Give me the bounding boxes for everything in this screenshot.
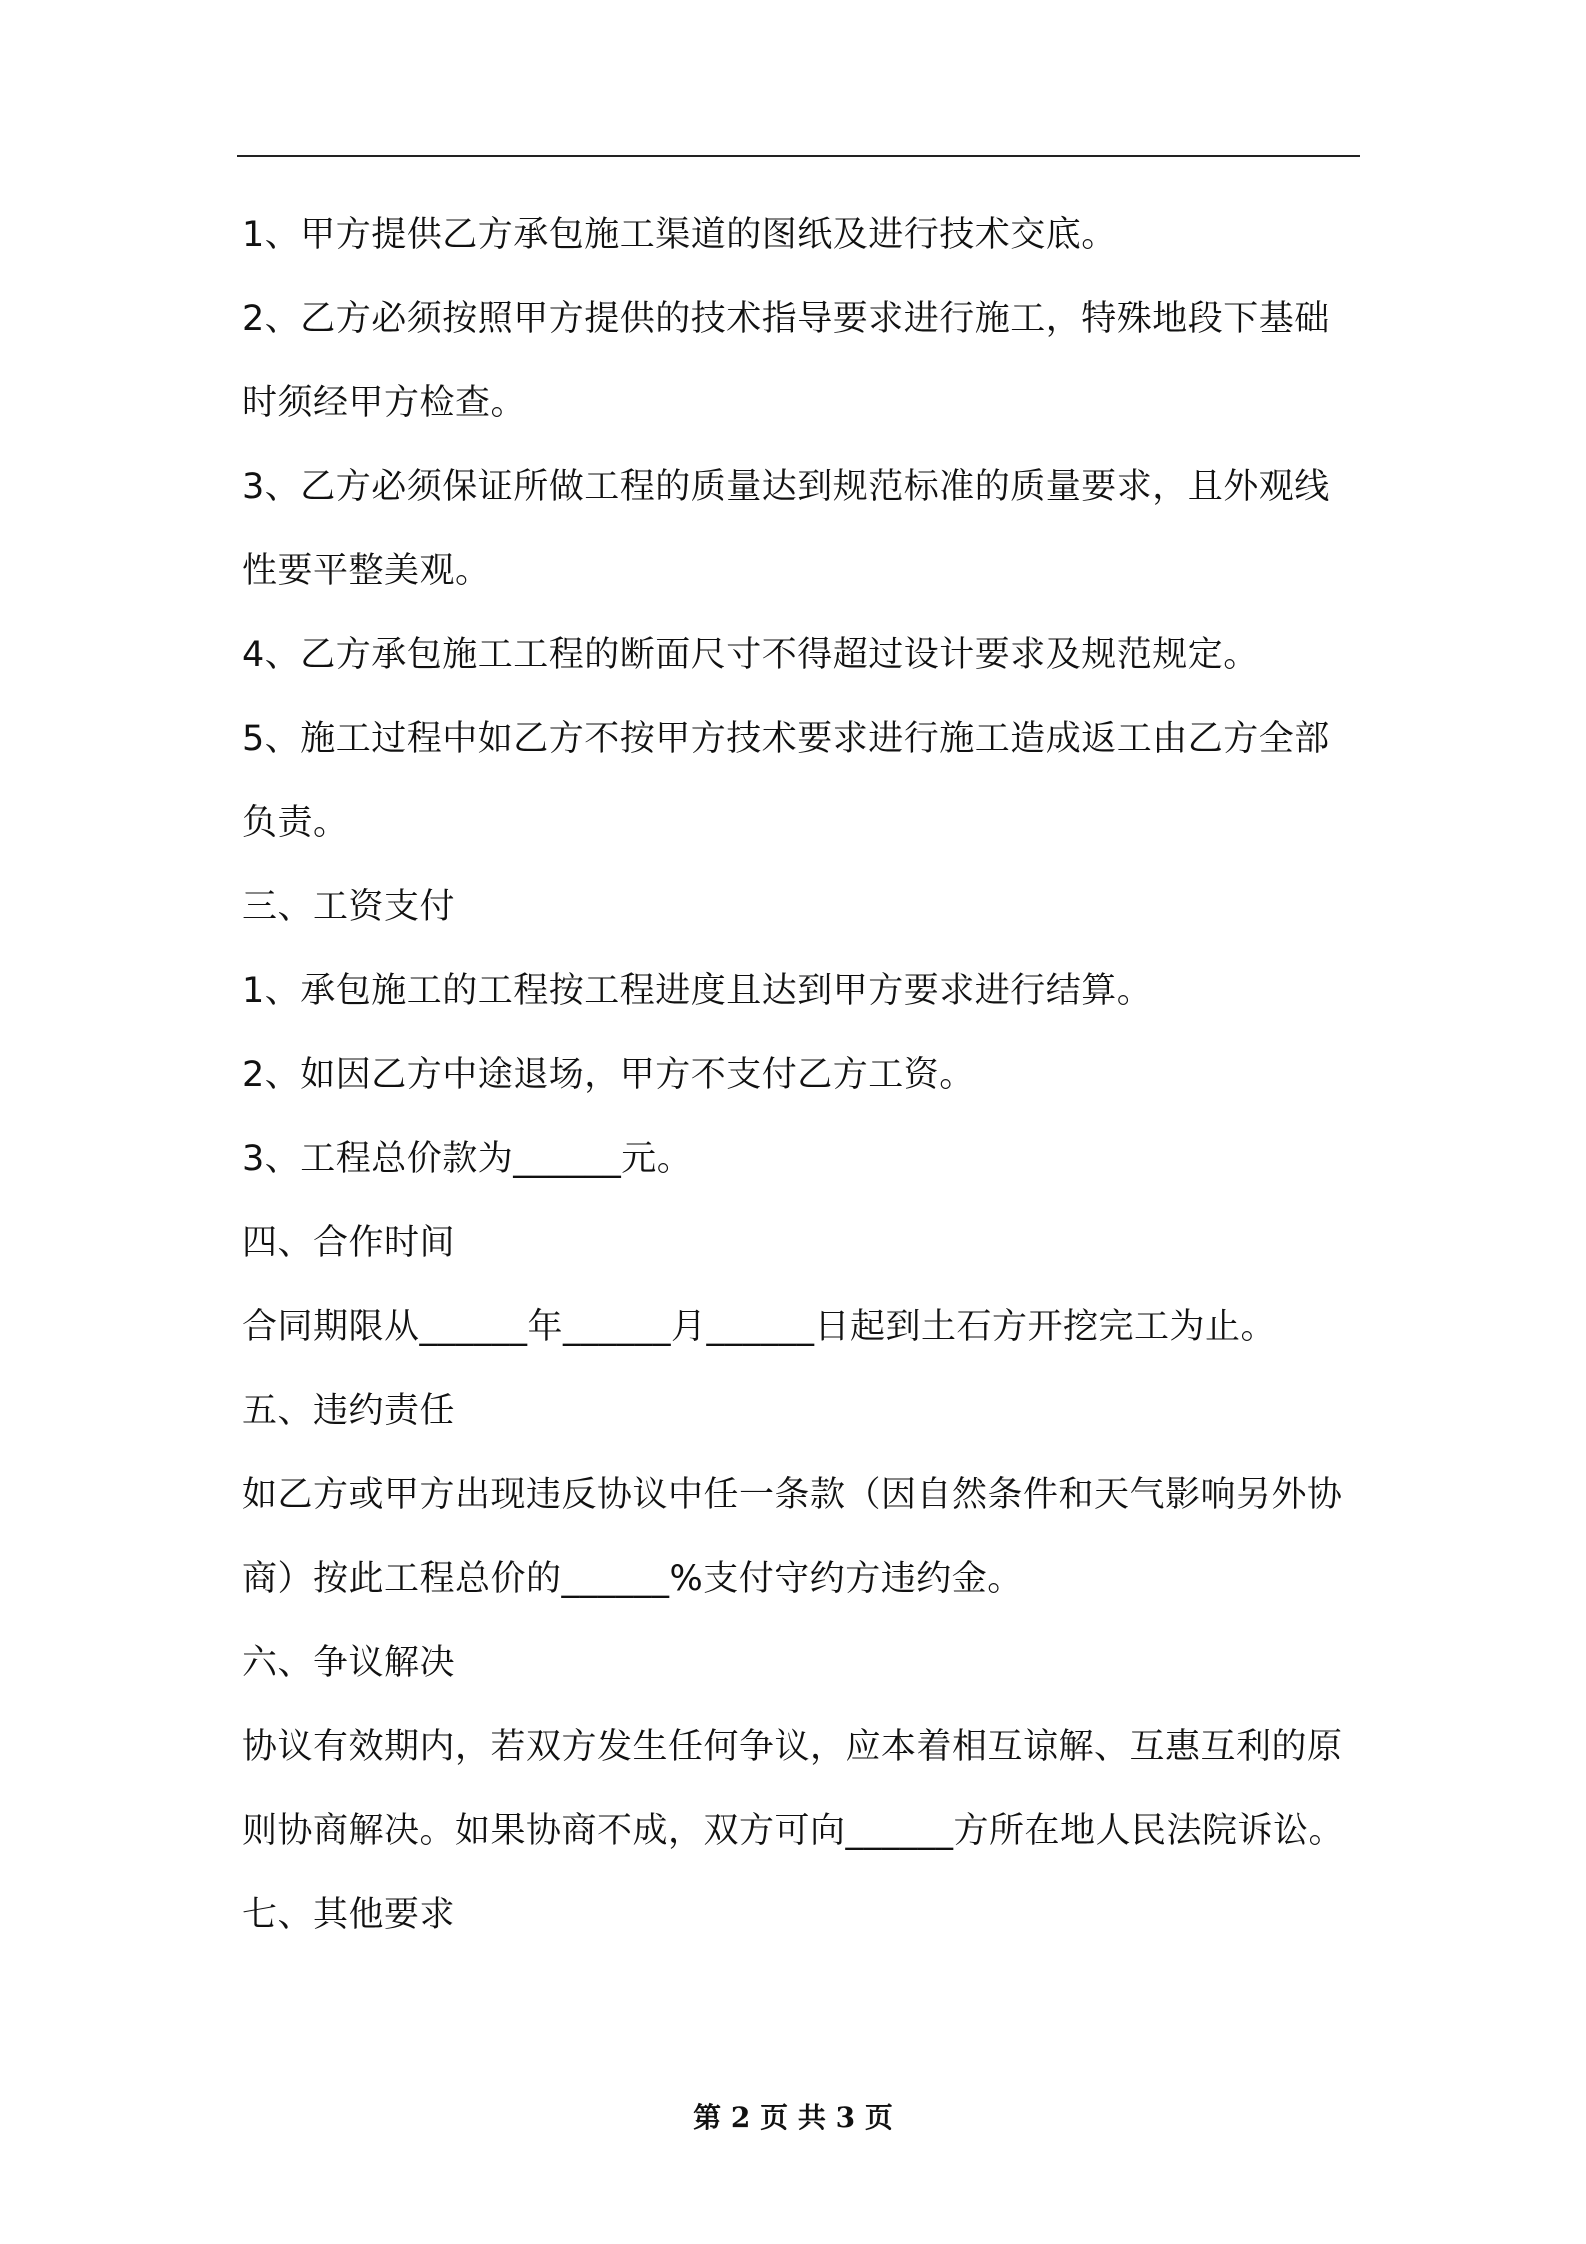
wage-clause-1: 1、承包施工的工程按工程进度且达到甲方要求进行结算。 (242, 971, 1153, 1011)
dispute-resolution-text: 协议有效期内，若双方发生任何争议，应本着相互谅解、互惠互利的原则协商解决。如果协商不成，双方可向______方所在地人民法院诉讼。 (242, 1727, 1345, 1851)
clause-3: 3、乙方必须保证所做工程的质量达到规范标准的质量要求，且外观线性要平整美观。 (242, 467, 1330, 591)
section-heading-wage-payment: 三、工资支付 (242, 887, 456, 927)
clause-2: 2、乙方必须按照甲方提供的技术指导要求进行施工，特殊地段下基础时须经甲方检查。 (242, 299, 1330, 423)
section-heading-breach-liability: 五、违约责任 (242, 1391, 456, 1431)
header-rule (237, 155, 1360, 157)
clause-5: 5、施工过程中如乙方不按甲方技术要求进行施工造成返工由乙方全部负责。 (242, 719, 1330, 843)
wage-clause-2: 2、如因乙方中途退场，甲方不支付乙方工资。 (242, 1055, 975, 1095)
cooperation-time-text: 合同期限从______年______月______日起到土石方开挖完工为止。 (242, 1307, 1277, 1347)
breach-liability-text: 如乙方或甲方出现违反协议中任一条款（因自然条件和天气影响另外协商）按此工程总价的______%支付守约方违约金。 (242, 1475, 1343, 1599)
page-number: 第 2 页 共 3 页 (693, 2101, 893, 2134)
document-body (242, 193, 1362, 1957)
section-heading-other-requirements: 七、其他要求 (242, 1895, 456, 1935)
clause-1: 1、甲方提供乙方承包施工渠道的图纸及进行技术交底。 (242, 215, 1117, 255)
section-heading-dispute-resolution: 六、争议解决 (242, 1643, 456, 1683)
clause-4: 4、乙方承包施工工程的断面尺寸不得超过设计要求及规范规定。 (242, 635, 1259, 675)
wage-clause-3: 3、工程总价款为______元。 (242, 1139, 693, 1179)
section-heading-cooperation-time: 四、合作时间 (242, 1223, 456, 1263)
